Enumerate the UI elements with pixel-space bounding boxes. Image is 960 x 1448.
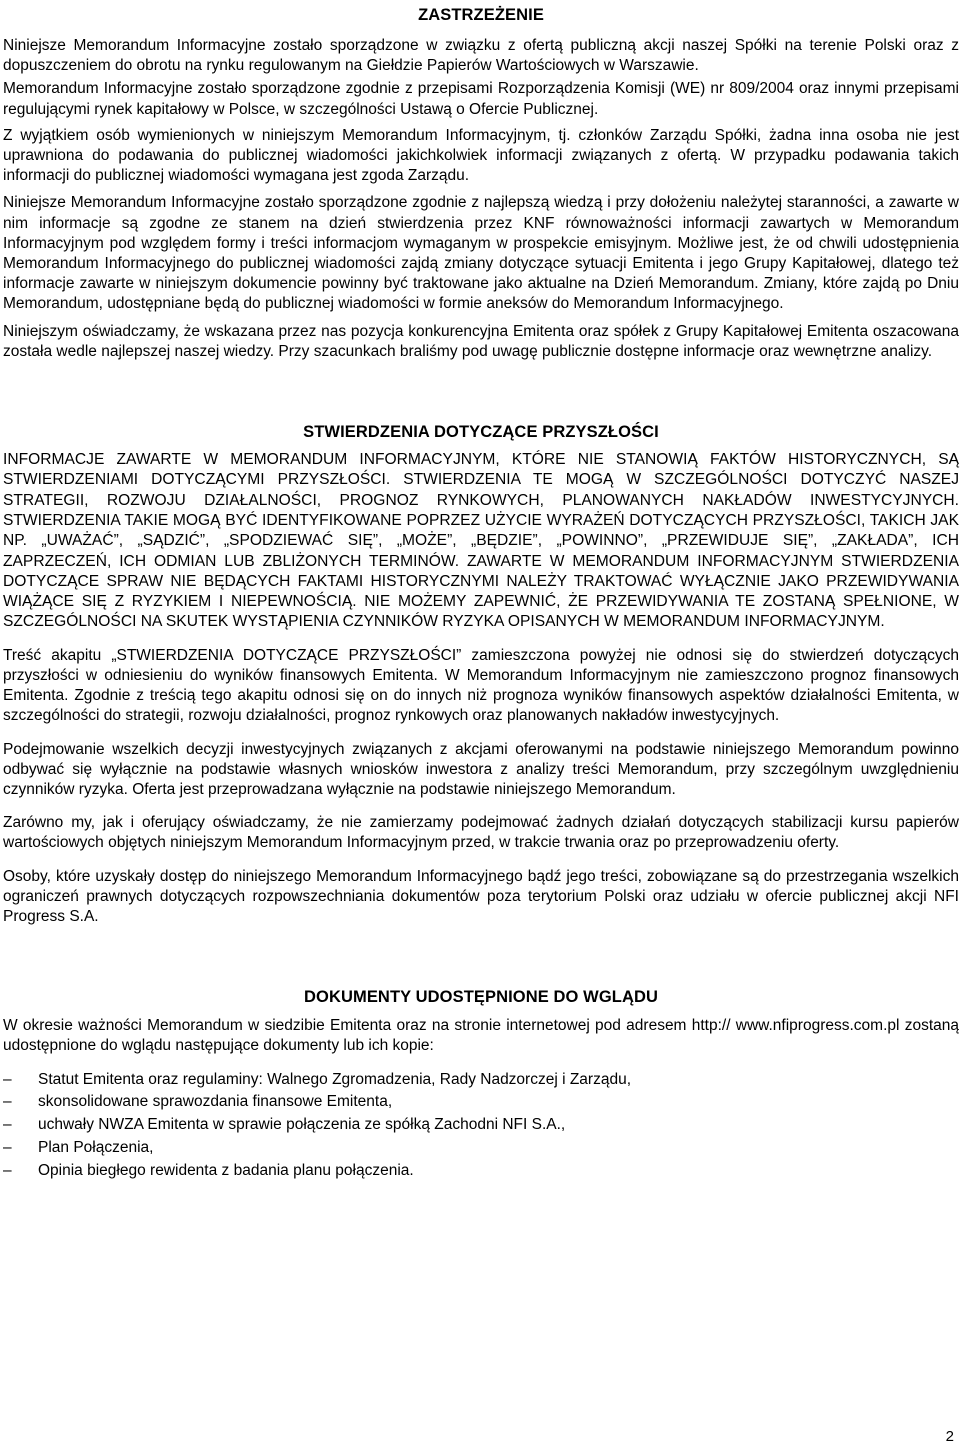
disclaimer-paragraph-4: Niniejsze Memorandum Informacyjne zostało sporządzone zgodnie z najlepszą wiedzą i przy dołożeniu należytej staranności, a zawarte w nim informacje są zgodne ze stanem na dzień stwierdzenia przez KNF równoważności informacji zawartych w Memorandum Informacyjnym pod względem formy i treści informacjom wymaganym w prospekcie emisyjnym. Możliwe jest, że od chwili udostępnienia Memorandum Informacyjnego do publicznej wiadomości zajdą zmiany dotyczące sytuacji Emitenta i jego Grupy Kapitałowej, dlatego też informacje zawarte w niniejszym dokumencie powinny być traktowane jako aktualne na Dzień Memorandum. Zmiany, które zajdą po Dniu Memorandum, udostępniane będą do publicznej wiadomości w formie aneksów do Memorandum Informacyjnego. [3, 194, 959, 313]
list-item-text: Opinia biegłego rewidenta z badania planu połączenia. [38, 1161, 414, 1179]
section-title-forward-looking: STWIERDZENIA DOTYCZĄCE PRZYSZŁOŚCI [303, 423, 659, 442]
list-item [3, 1114, 959, 1137]
list-item [3, 1160, 959, 1183]
list-item [3, 1137, 959, 1160]
page-number: 2 [945, 1428, 954, 1445]
disclaimer-paragraph-1: Niniejsze Memorandum Informacyjne zostało sporządzone w związku z ofertą publiczną akcji naszej Spółki na terenie Polski oraz z dopuszczeniem do obrotu na rynku regulowanym na Giełdzie Papierów Wartościowych w Warszawie. [3, 37, 959, 75]
dash-bullet: – [3, 1070, 12, 1088]
list-item-text: Plan Połączenia, [38, 1138, 154, 1156]
dash-bullet: – [3, 1093, 12, 1111]
dash-bullet: – [3, 1161, 12, 1179]
list-item [3, 1069, 959, 1092]
disclaimer-paragraph-2: Memorandum Informacyjne zostało sporządzone zgodnie z przepisami Rozporządzenia Komisji (WE) nr 809/2004 oraz innymi przepisami regulującymi rynek kapitałowy w Polsce, w szczególności Ustawą o Ofercie Publicznej. [3, 80, 959, 118]
list-item-text: Statut Emitenta oraz regulaminy: Walnego Zgromadzenia, Rady Nadzorczej i Zarządu, [38, 1070, 632, 1088]
disclaimer-paragraph-3: Z wyjątkiem osób wymienionych w niniejszym Memorandum Informacyjnym, tj. członków Zarządu Spółki, żadna inna osoba nie jest uprawniona do podawania do publicznej wiadomości jakichkolwiek informacji związanych z ofertą. W przypadku podawania takich informacji do publicznej wiadomości wymagana jest zgoda Zarządu. [3, 126, 959, 185]
forward-looking-paragraph-4: Zarówno my, jak i oferujący oświadczamy, że nie zamierzamy podejmować żadnych działań dotyczących stabilizacji kursu papierów wartościowych objętych niniejszym Memorandum Informacyjnym przed, w trakcie trwania oraz po przeprowadzeniu oferty. [3, 814, 959, 852]
documents-list [3, 1069, 959, 1183]
section-title-documents: DOKUMENTY UDOSTĘPNIONE DO WGLĄDU [304, 988, 658, 1007]
list-item [3, 1091, 959, 1114]
dash-bullet: – [3, 1138, 12, 1156]
list-item-text: skonsolidowane sprawozdania finansowe Emitenta, [38, 1093, 393, 1111]
disclaimer-paragraph-5: Niniejszym oświadczamy, że wskazana przez nas pozycja konkurencyjna Emitenta oraz spółek z Grupy Kapitałowej Emitenta oszacowana została wedle najlepszej naszej wiedzy. Przy szacunkach braliśmy pod uwagę publicznie dostępne informacje oraz wewnętrzne analizy. [3, 322, 959, 360]
forward-looking-paragraph-5: Osoby, które uzyskały dostęp do niniejszego Memorandum Informacyjnego bądź jego treści, zobowiązane są do przestrzegania wszelkich ograniczeń prawnych dotyczących rozpowszechniania dokumentów poza terytorium Polski oraz udziału w ofercie publicznej akcji NFI Progress S.A. [3, 867, 959, 925]
forward-looking-paragraph-1: INFORMACJE ZAWARTE W MEMORANDUM INFORMACYJNYM, KTÓRE NIE STANOWIĄ FAKTÓW HISTORYCZNYCH, SĄ STWIERDZENIAMI DOTYCZĄCYMI PRZYSZŁOŚCI. STWIERDZENIA TE MOGĄ W SZCZEGÓLNOŚCI DOTYCZYĆ NASZEJ STRATEGII, ROZWOJU DZIAŁALNOŚCI, PROGNOZ RYNKOWYCH, PLANOWANYCH NAKŁADÓW INWESTYCYJNYCH. STWIERDZENIA TAKIE MOGĄ BYĆ IDENTYFIKOWANE POPRZEZ UŻYCIE WYRAŻEŃ DOTYCZĄCYCH PRZYSZŁOŚCI, TAKICH JAK NP. „UWAŻAĆ”, „SĄDZIĆ”, „SPODZIEWAĆ SIĘ”, „MOŻE”, „BĘDZIE”, „POWINNO”, „PRZEWIDUJE SIĘ”, „ZAKŁADA”, ICH ZAPRZECZEŃ, ICH ODMIAN LUB ZBLIŻONYCH TERMINÓW. ZAWARTE W MEMORANDUM INFORMACYJNYM STWIERDZENIA DOTYCZĄCE SPRAW NIE BĘDĄCYCH FAKTAMI HISTORYCZNYMI NALEŻY TRAKTOWAĆ WYŁĄCZNIE JAKO PRZEWIDYWANIA WIĄŻĄCE SIĘ Z RYZYKIEM I NIEPEWNOŚCIĄ. NIE MOŻEMY ZAPEWNIĆ, ŻE PRZEWIDYWANIA TE ZOSTANĄ SPEŁNIONE, W SZCZEGÓLNOŚCI NA SKUTEK WYSTĄPIENIA CZYNNIKÓW RYZYKA OPISANYCH W MEMORANDUM INFORMACYJNYM. [3, 451, 959, 631]
section-title-disclaimer: ZASTRZEŻENIE [418, 6, 544, 24]
forward-looking-paragraph-2: Treść akapitu „STWIERDZENIA DOTYCZĄCE PRZYSZŁOŚCI” zamieszczona powyżej nie odnosi się do stwierdzeń dotyczących przyszłości w odniesieniu do wyników finansowych Emitenta. W Memorandum Informacyjnym nie zamieszczono prognoz finansowych Emitenta. Zgodnie z treścią tego akapitu odnosi się on do innych niż prognoza wyników finansowych aspektów działalności Emitenta, w szczególności do strategii, rozwoju działalności, prognoz rynkowych oraz planowanych nakładów inwestycyjnych. [3, 646, 959, 725]
documents-intro: W okresie ważności Memorandum w siedzibie Emitenta oraz na stronie internetowej pod adresem http:// www.nfiprogress.com.pl zostaną udostępnione do wglądu następujące dokumenty lub ich kopie: [3, 1017, 959, 1055]
document-page [3, 0, 959, 1183]
list-item-text: uchwały NWZA Emitenta w sprawie połączenia ze spółką Zachodni NFI S.A., [38, 1116, 566, 1134]
dash-bullet: – [3, 1116, 12, 1134]
forward-looking-paragraph-3: Podejmowanie wszelkich decyzji inwestycyjnych związanych z akcjami oferowanymi na podstawie niniejszego Memorandum powinno odbywać się wyłącznie na podstawie własnych wniosków inwestora z analizy treści Memorandum, przy szczególnym uwzględnieniu czynników ryzyka. Oferta jest przeprowadzana wyłącznie na podstawie niniejszego Memorandum. [3, 740, 959, 798]
